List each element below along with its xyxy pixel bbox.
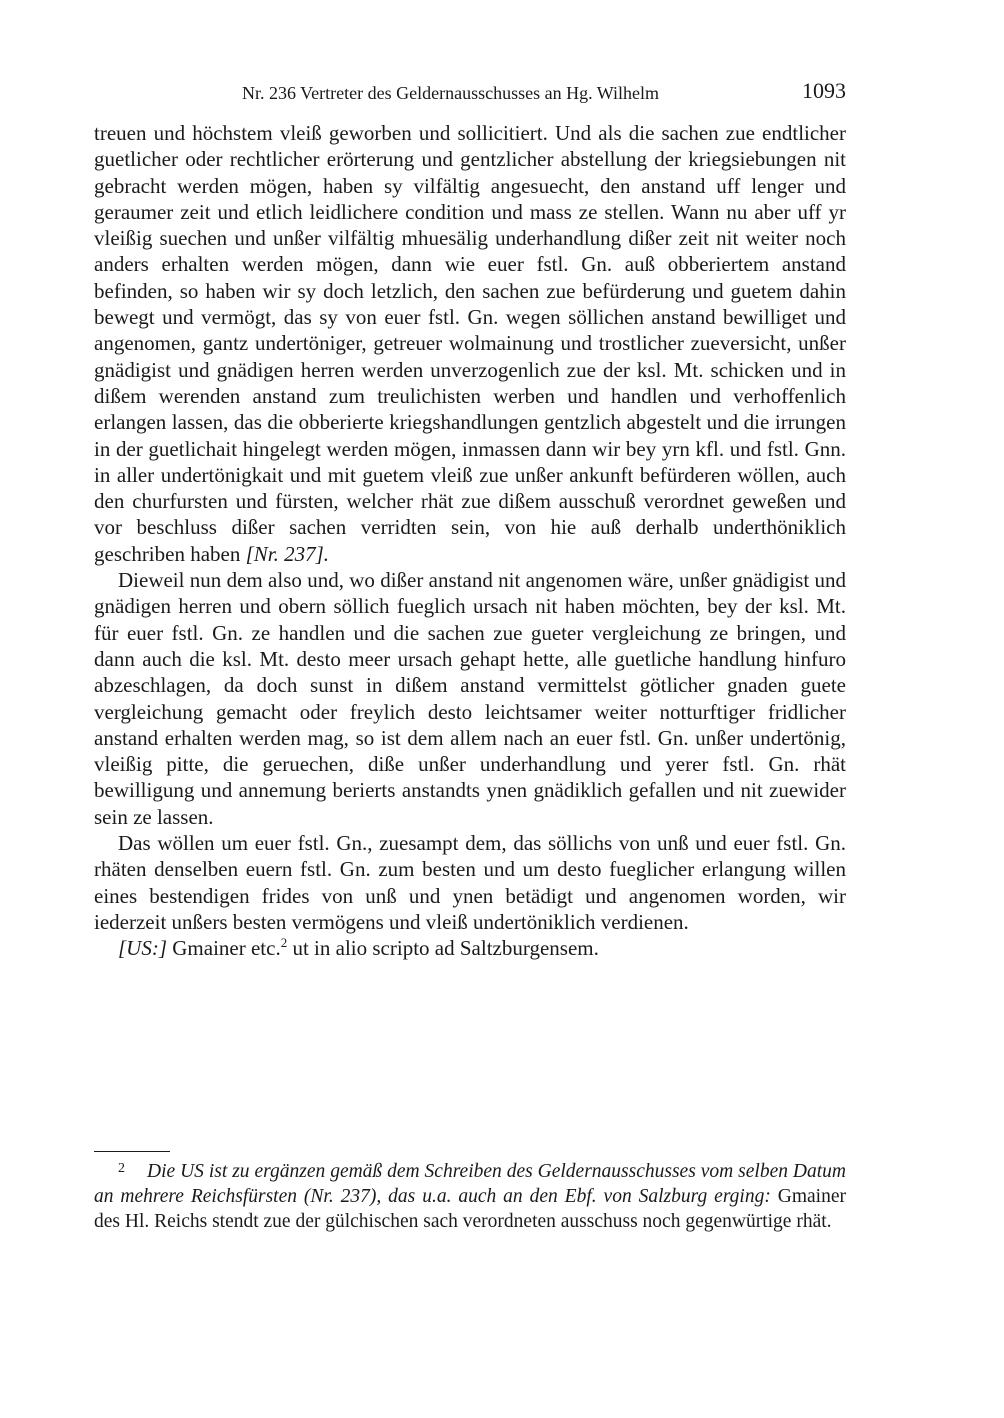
document-reference: [Nr. 237]. bbox=[245, 541, 330, 566]
footnote-divider bbox=[94, 1151, 170, 1152]
paragraph-1-text: treuen und höchstem vleiß geworben und sollicitiert. Und als die sachen zue endtlicher guetlicher oder rechtlicher erörterung und gentzlicher abstellung der kriegsiebungen nit gebracht werden mögen, haben sy vilfältig angesuecht, den anstand uff lenger und geraumer zeit und etlich leidlichere condition und mass ze stellen. Wann nu aber uff yr vleißig suechen und unßer vilfältig mhuesälig underhandlung dißer zeit nit weiter noch anders erhalten werden mögen, dann wie euer fstl. Gn. auß obberiertem anstand befinden, so haben wir sy doch letzlich, den sachen zue befürderung und guetem dahin bewegt und vermögt, das sy von euer fstl. Gn. wegen söllichen anstand bewilliget und angenomen, gantz undertöniger, getreuer wolmainung und trostlicher zueversicht, unßer gnädigist und gnädigen herren werden unverzogenlich zue der ksl. Mt. schicken und in dißem werenden anstand zum treulichisten werben und handlen und verhoffenlich erlangen lassen, das die obberierte kriegshandlungen gentzlich abgestelt und die irrungen in der guetlichait hingelegt werden mögen, inmassen dann wir bey yrn kfl. und fstl. Gnn. in aller undertönigkait und mit guetem vleiß zue unßer ankunft befürderen wöllen, auch den churfursten und fürsten, welcher rhät zue dißem ausschuß verordnet geweßen und vor beschluss dißer sachen verridten sein, von hie auß derhalb underthöniklich geschriben haben bbox=[94, 121, 846, 566]
paragraph-4 bbox=[94, 935, 846, 961]
footnote-reference: 2 bbox=[280, 935, 288, 951]
footnote bbox=[94, 1156, 846, 1234]
running-head bbox=[94, 78, 846, 108]
footnote-italic-text: Die US ist zu ergänzen gemäß dem Schreiben des Geldernausschusses vom selben Datum an mehrere Reichsfürsten (Nr. 237), das u.a. auch an den Ebf. von Salzburg erging: bbox=[94, 1161, 846, 1207]
running-title: Nr. 236 Vertreter des Geldernausschusses an Hg. Wilhelm bbox=[242, 83, 660, 103]
footnote-roman-text: Gmainer des Hl. Reichs stendt zue der gülchischen sach verordneten ausschuss noch gegenwürtige rhät. bbox=[94, 1186, 847, 1232]
footnote-body bbox=[94, 1156, 846, 1234]
main-text bbox=[94, 120, 846, 962]
paragraph-3: Das wöllen um euer fstl. Gn., zuesampt dem, das söllichs von unß und euer fstl. Gn. rhäten denselben euern fstl. Gn. zum besten und um desto fueglicher erlangung willen eines bestendigen frides von unß und ynen betädigt und angenomen worden, wir iederzeit unßers besten vermögens und vleiß undertöniklich verdienen. bbox=[94, 831, 846, 934]
closing-text: ut in alio scripto ad Saltzburgensem. bbox=[292, 936, 599, 961]
signature-label: [US:] bbox=[118, 936, 168, 961]
paragraph-2: Dieweil nun dem also und, wo dißer anstand nit angenomen wäre, unßer gnädigist und gnädigen herren und obern söllich fueglich ursach nit haben möchten, bey der ksl. Mt. für euer fstl. Gn. ze handlen und die sachen zue gueter vergleichung ze bringen, und dann auch die ksl. Mt. desto meer ursach gehapt hette, alle guetliche handlung hinfuro abzeschlagen, da doch sunst in dißem anstand vermittelst götlicher gnaden guete vergleichung gemacht oder freylich desto leichtsamer weiter notturftiger fridlicher anstand erhalten werden mag, so ist dem allem nach an euer fstl. Gn. unßer undertönig, vleißig pitte, die geruechen, diße unßer underhandlung und yerer fstl. Gn. rhät bewilligung und annemung berierts anstandts ynen gnädiklich gefallen und nit zuewider sein ze lassen. bbox=[94, 568, 846, 829]
page-number: 1093 bbox=[802, 78, 846, 103]
signature-text: Gmainer etc. bbox=[172, 936, 281, 961]
footnote-number: 2 bbox=[118, 1161, 125, 1176]
paragraph-1 bbox=[94, 120, 846, 567]
